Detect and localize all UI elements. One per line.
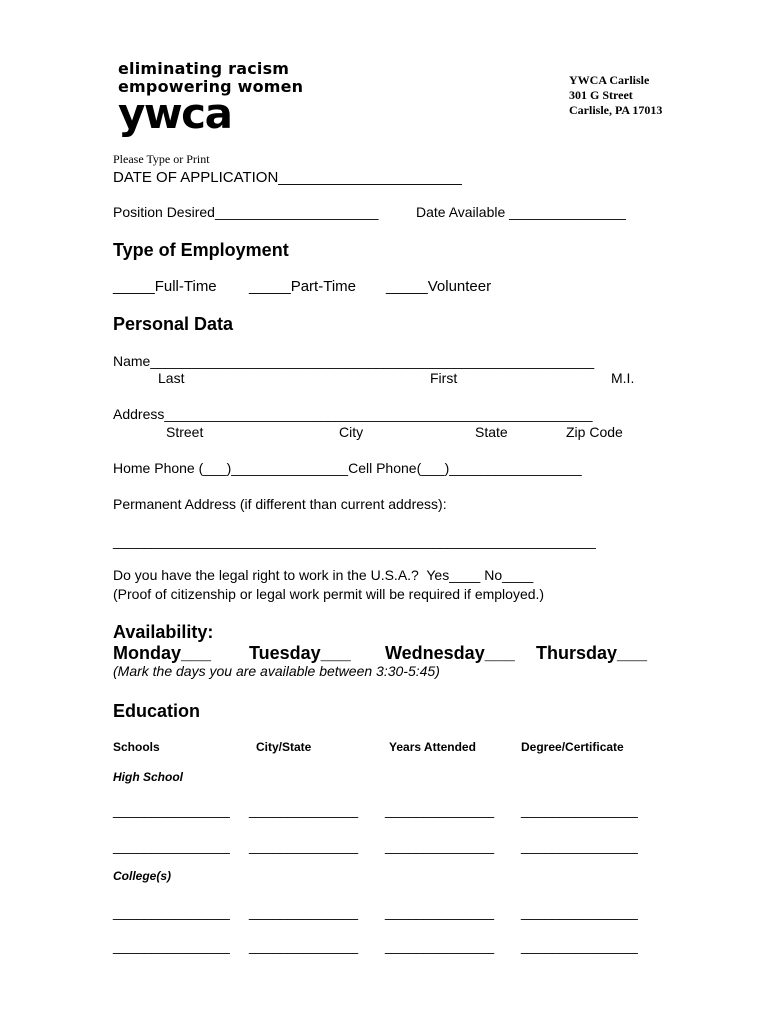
col2-degree-field[interactable]: _______________ (521, 938, 638, 954)
name-first-label: First (430, 370, 458, 386)
legal-right-question[interactable]: Do you have the legal right to work in the U.S.A.? Yes____ No____ (113, 567, 534, 583)
name-field[interactable]: Name_________________________________________________________ (113, 353, 595, 369)
hs1-city-field[interactable]: ______________ (249, 802, 359, 818)
position-desired-field[interactable]: Position Desired_____________________ (113, 204, 379, 220)
address-line-3: Carlisle, PA 17013 (569, 103, 663, 117)
logo-wordmark: ywca (118, 89, 232, 138)
logo-tagline-2: empowering women (118, 77, 304, 96)
hs1-school-field[interactable]: _______________ (113, 802, 230, 818)
col2-school-field[interactable]: _______________ (113, 938, 230, 954)
full-time-option[interactable]: _____Full-Time (113, 278, 217, 295)
hs2-degree-field[interactable]: _______________ (521, 838, 638, 854)
hs2-school-field[interactable]: _______________ (113, 838, 230, 854)
date-available-field[interactable]: Date Available _______________ (416, 204, 626, 220)
name-mi-label: M.I. (611, 370, 635, 386)
col-city-state: City/State (256, 740, 312, 754)
date-of-application-field[interactable]: DATE OF APPLICATION______________________ (113, 169, 462, 186)
hs2-years-field[interactable]: ______________ (385, 838, 495, 854)
permanent-address-field[interactable]: ______________________________________________________________ (113, 533, 596, 549)
hs2-city-field[interactable]: ______________ (249, 838, 359, 854)
col-years-attended: Years Attended (389, 740, 476, 754)
col1-degree-field[interactable]: _______________ (521, 904, 638, 920)
high-school-label: High School (113, 770, 183, 784)
volunteer-option[interactable]: _____Volunteer (386, 278, 492, 295)
availability-note: (Mark the days you are available between 3:30-5:45) (113, 663, 440, 679)
part-time-option[interactable]: _____Part-Time (249, 278, 356, 295)
personal-data-heading: Personal Data (113, 314, 234, 334)
col1-city-field[interactable]: ______________ (249, 904, 359, 920)
permanent-address-label: Permanent Address (if different than current address): (113, 496, 447, 512)
thursday-option[interactable]: Thursday___ (536, 643, 648, 663)
phone-fields[interactable]: Home Phone (___)_______________Cell Phone(___)_________________ (113, 460, 582, 476)
org-address (569, 73, 662, 118)
address-line-2: 301 G Street (569, 88, 633, 102)
hs1-years-field[interactable]: ______________ (385, 802, 495, 818)
col2-years-field[interactable]: ______________ (385, 938, 495, 954)
col1-years-field[interactable]: ______________ (385, 904, 495, 920)
tuesday-option[interactable]: Tuesday___ (249, 643, 351, 663)
address-street-label: Street (166, 424, 204, 440)
proof-note: (Proof of citizenship or legal work permit will be required if employed.) (113, 586, 545, 602)
ywca-logo (118, 59, 304, 138)
monday-option[interactable]: Monday___ (113, 643, 212, 663)
address-state-label: State (475, 424, 508, 440)
employment-heading: Type of Employment (113, 240, 289, 260)
availability-heading: Availability: (113, 622, 214, 642)
col-schools: Schools (113, 740, 160, 754)
hs1-degree-field[interactable]: _______________ (521, 802, 638, 818)
address-zip-label: Zip Code (566, 424, 623, 440)
instructions: Please Type or Print (113, 152, 210, 166)
col-degree-certificate: Degree/Certificate (521, 740, 624, 754)
wednesday-option[interactable]: Wednesday___ (385, 643, 515, 663)
col1-school-field[interactable]: _______________ (113, 904, 230, 920)
college-label: College(s) (113, 869, 172, 883)
education-heading: Education (113, 701, 201, 721)
logo-tagline-1: eliminating racism (118, 59, 290, 78)
address-line-1: YWCA Carlisle (569, 73, 650, 87)
address-field[interactable]: Address_______________________________________________________ (113, 406, 593, 422)
name-last-label: Last (158, 370, 185, 386)
address-city-label: City (339, 424, 364, 440)
col2-city-field[interactable]: ______________ (249, 938, 359, 954)
